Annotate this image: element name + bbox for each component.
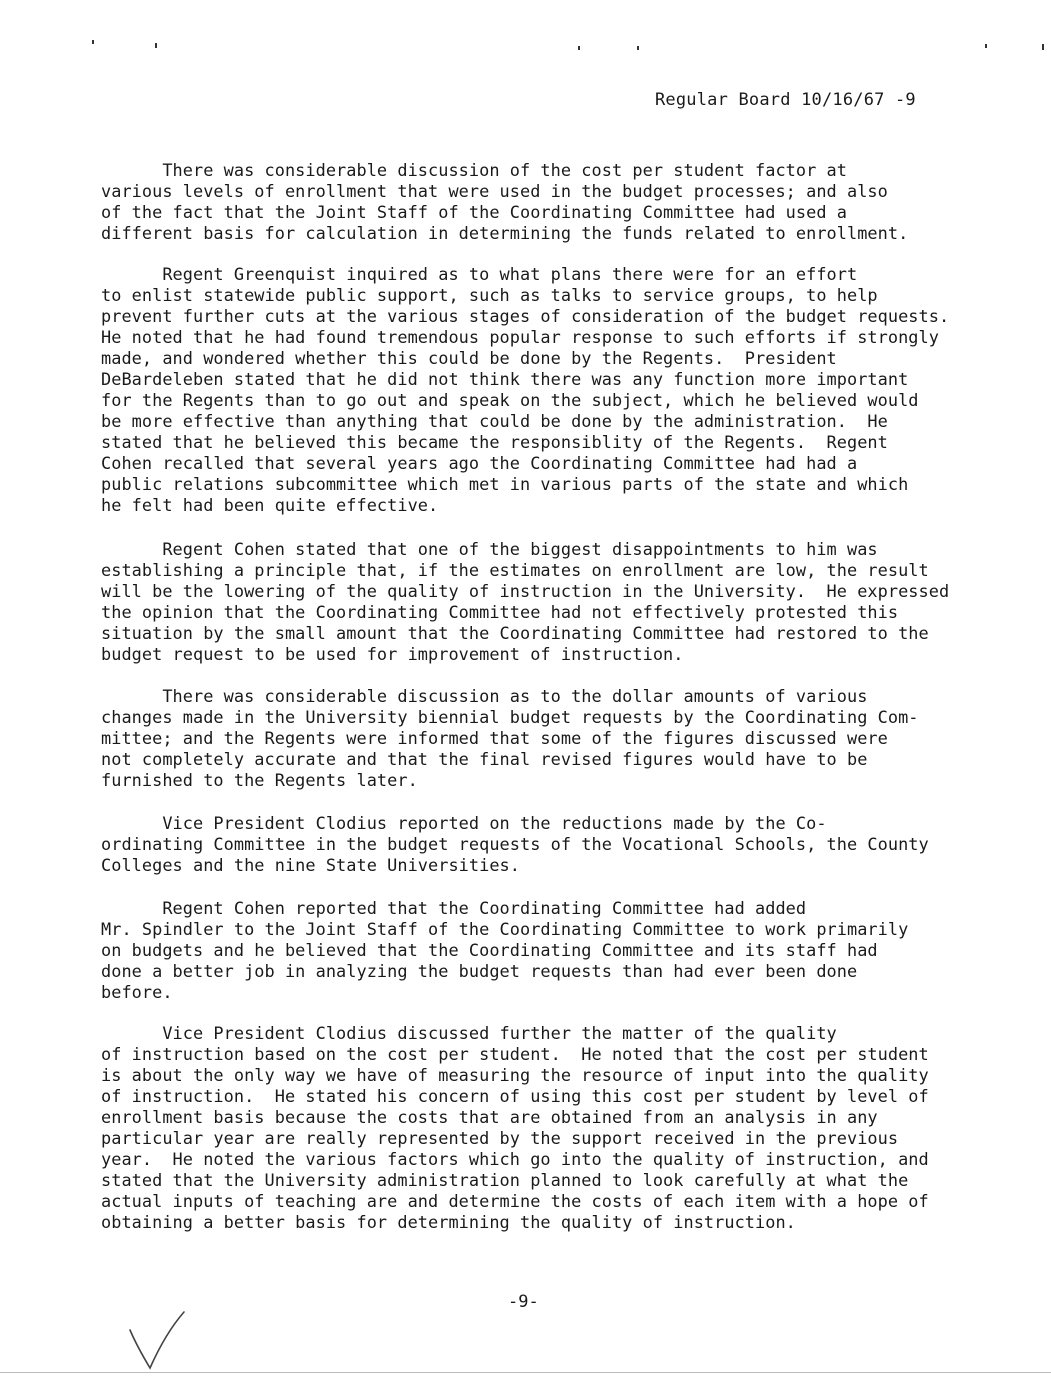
text-line: to enlist statewide public support, such as talks to service groups, to help bbox=[101, 285, 878, 305]
text-line: Vice President Clodius reported on the reductions made by the Co- bbox=[101, 813, 827, 833]
page-number: -9- bbox=[508, 1292, 539, 1312]
text-line: mittee; and the Regents were informed that some of the figures discussed were bbox=[101, 728, 888, 748]
text-line: on budgets and he believed that the Coordinating Committee and its staff had bbox=[101, 940, 878, 960]
text-line: Mr. Spindler to the Joint Staff of the Coordinating Committee to work primarily bbox=[101, 919, 909, 939]
text-line: of instruction. He stated his concern of using this cost per student by level of bbox=[101, 1086, 929, 1106]
scan-speck bbox=[985, 44, 987, 48]
paragraph-3 bbox=[101, 539, 949, 665]
text-line: There was considerable discussion as to the dollar amounts of various bbox=[101, 686, 868, 706]
text-line: There was considerable discussion of the cost per student factor at bbox=[101, 160, 847, 180]
text-line: establishing a principle that, if the estimates on enrollment are low, the result bbox=[101, 560, 929, 580]
paragraph-5 bbox=[101, 813, 929, 876]
scan-speck bbox=[92, 40, 94, 44]
text-line: made, and wondered whether this could be done by the Regents. President bbox=[101, 348, 837, 368]
text-line: stated that the University administration planned to look carefully at what the bbox=[101, 1170, 909, 1190]
text-line: done a better job in analyzing the budget requests than had ever been done bbox=[101, 961, 858, 981]
text-line: various levels of enrollment that were used in the budget processes; and also bbox=[101, 181, 888, 201]
text-line: before. bbox=[101, 982, 173, 1002]
text-line: budget request to be used for improvement of instruction. bbox=[101, 644, 684, 664]
text-line: situation by the small amount that the Coordinating Committee had restored to the bbox=[101, 623, 929, 643]
text-line: He noted that he had found tremendous popular response to such efforts if strongly bbox=[101, 327, 939, 347]
text-line: public relations subcommittee which met in various parts of the state and which bbox=[101, 474, 909, 494]
text-line: obtaining a better basis for determining the quality of instruction. bbox=[101, 1212, 796, 1232]
text-line: prevent further cuts at the various stages of consideration of the budget requests. bbox=[101, 306, 950, 326]
page-header: Regular Board 10/16/67 -9 bbox=[655, 90, 916, 110]
scan-speck bbox=[155, 43, 157, 48]
text-line: ordinating Committee in the budget requests of the Vocational Schools, the County bbox=[101, 834, 929, 854]
paragraph-1 bbox=[101, 160, 908, 244]
handwritten-checkmark-icon bbox=[128, 1310, 188, 1372]
text-line: particular year are really represented by the support received in the previous bbox=[101, 1128, 899, 1148]
paragraph-7 bbox=[101, 1023, 929, 1233]
scan-speck bbox=[578, 46, 580, 50]
text-line: of the fact that the Joint Staff of the Coordinating Committee had used a bbox=[101, 202, 847, 222]
text-line: Regent Greenquist inquired as to what plans there were for an effort bbox=[101, 264, 858, 284]
text-line: stated that he believed this became the responsiblity of the Regents. Regent bbox=[101, 432, 888, 452]
text-line: for the Regents than to go out and speak on the subject, which he believed would bbox=[101, 390, 919, 410]
text-line: Vice President Clodius discussed further the matter of the quality bbox=[101, 1023, 837, 1043]
paragraph-6 bbox=[101, 898, 908, 1003]
text-line: Cohen recalled that several years ago the Coordinating Committee had had a bbox=[101, 453, 858, 473]
scan-speck bbox=[637, 46, 639, 50]
text-line: DeBardeleben stated that he did not think there was any function more important bbox=[101, 369, 909, 389]
text-line: the opinion that the Coordinating Committee had not effectively protested this bbox=[101, 602, 899, 622]
text-line: actual inputs of teaching are and determine the costs of each item with a hope of bbox=[101, 1191, 929, 1211]
text-line: Regent Cohen stated that one of the biggest disappointments to him was bbox=[101, 539, 878, 559]
text-line: will be the lowering of the quality of instruction in the University. He expressed bbox=[101, 581, 950, 601]
scan-speck bbox=[1042, 44, 1044, 50]
text-line: not completely accurate and that the final revised figures would have to be bbox=[101, 749, 868, 769]
text-line: year. He noted the various factors which go into the quality of instruction, and bbox=[101, 1149, 929, 1169]
scan-edge-line bbox=[0, 1372, 1051, 1373]
text-line: he felt had been quite effective. bbox=[101, 495, 439, 515]
text-line: of instruction based on the cost per student. He noted that the cost per student bbox=[101, 1044, 929, 1064]
text-line: Colleges and the nine State Universities. bbox=[101, 855, 520, 875]
text-line: changes made in the University biennial budget requests by the Coordinating Com- bbox=[101, 707, 919, 727]
text-line: different basis for calculation in determining the funds related to enrollment. bbox=[101, 223, 909, 243]
paragraph-2 bbox=[101, 264, 949, 516]
text-line: Regent Cohen reported that the Coordinating Committee had added bbox=[101, 898, 807, 918]
text-line: furnished to the Regents later. bbox=[101, 770, 418, 790]
text-line: enrollment basis because the costs that are obtained from an analysis in any bbox=[101, 1107, 878, 1127]
paragraph-4 bbox=[101, 686, 919, 791]
text-line: be more effective than anything that could be done by the administration. He bbox=[101, 411, 888, 431]
text-line: is about the only way we have of measuring the resource of input into the quality bbox=[101, 1065, 929, 1085]
